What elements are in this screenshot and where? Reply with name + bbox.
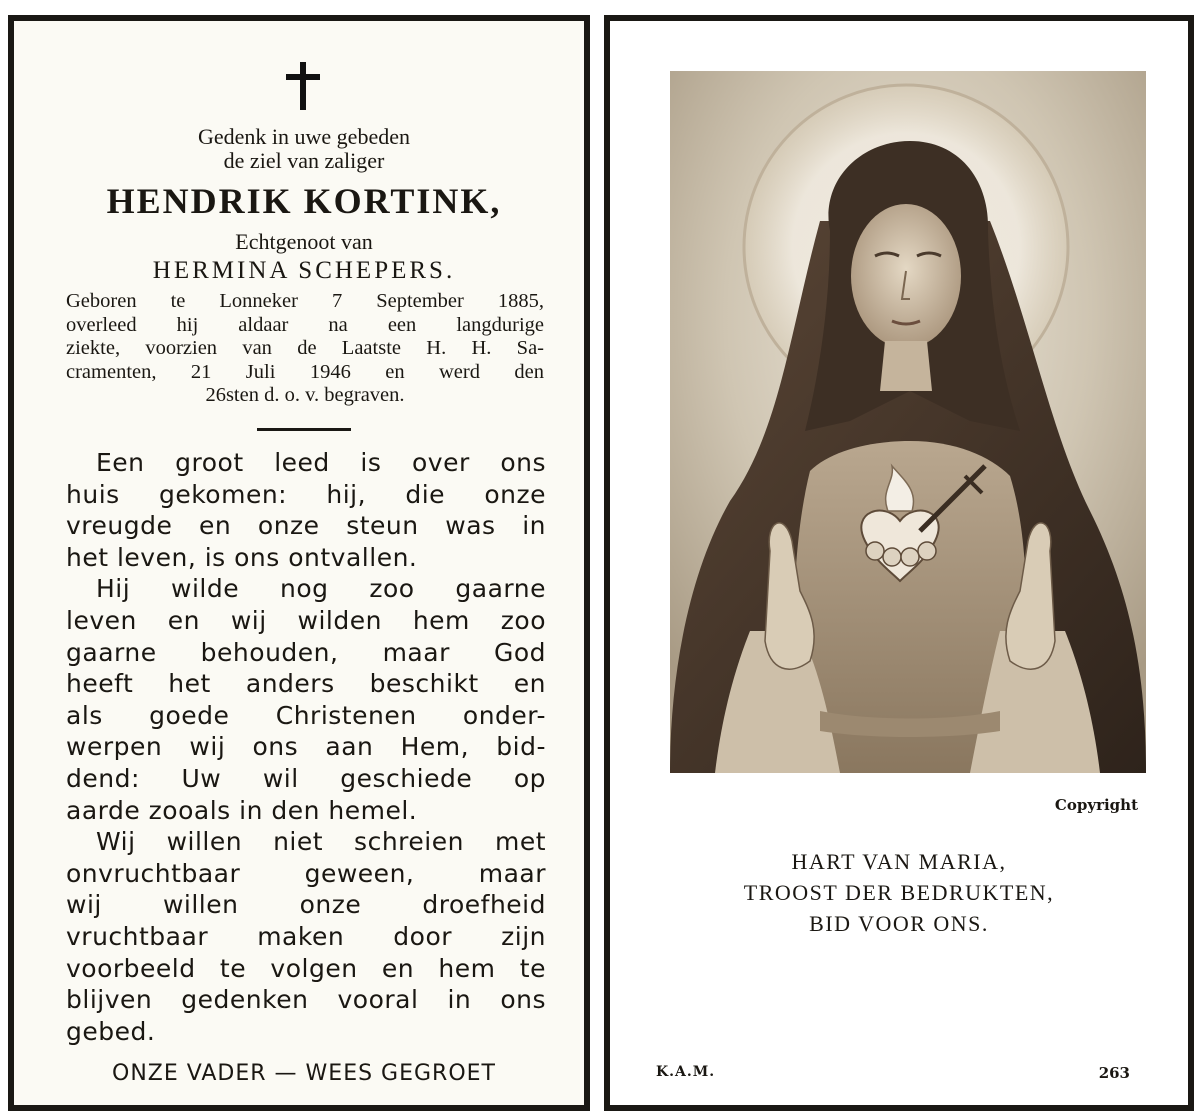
spouse-name: HERMINA SCHEPERS. [152,257,456,284]
verse-line: het leven, is ons ontvallen. [66,542,418,572]
verse-line: voorbeeld te volgen en hem te [66,953,546,983]
verse-line: gebed. [66,1016,156,1046]
verse-line: wij willen onze droefheid [66,890,546,920]
deceased-name: HENDRIK KORTINK, [106,181,502,221]
copyright-label: Copyright [1054,796,1138,814]
biography-paragraph [66,290,544,408]
bio-line: ziekte, voorzien van de Laatste H. H. Sa- [66,337,544,359]
verse-line: vreugde en onze steun was in [66,511,546,541]
memorial-verse [66,447,546,1047]
memorial-card-text-side [8,15,590,1111]
verse-line: blijven gedenken vooral in ons [66,985,546,1015]
memorial-card-image-side [604,15,1194,1111]
immaculate-heart-image [670,71,1146,773]
verse-line: vruchtbaar maken door zijn [66,921,546,951]
bio-line: 26sten d. o. v. begraven. [205,384,405,406]
verse-line: leven en wij wilden hem zoo [66,605,546,635]
closing-prayer: ONZE VADER — WEES GEGROET [112,1061,496,1086]
verse-line: heeft het anders beschikt en [66,669,546,699]
verse-line: werpen wij ons aan Hem, bid- [66,732,546,762]
invocation-line: TROOST DER BEDRUKTEN, [743,880,1055,905]
invocation-line: HART VAN MARIA, [791,849,1007,874]
verse-line: aarde zooals in den hemel. [66,795,418,825]
spouse-label: Echtgenoot van [235,229,373,254]
verse-line: Wij willen niet schreien met [96,827,546,857]
bio-line: cramenten, 21 Juli 1946 en werd den [66,360,544,383]
verse-line: onvruchtbaar geween, maar [66,858,546,888]
verse-line: gaarne behouden, maar God [66,637,546,667]
intro-line-2: de ziel van zaliger [223,148,385,173]
verse-line: als goede Christenen onder- [66,700,546,730]
verse-line: huis gekomen: hij, die onze [66,479,546,509]
card-number: 263 [1098,1064,1130,1082]
bio-line: overleed hij aldaar na een langdurige [66,313,544,336]
verse-line: Een groot leed is over ons [96,448,546,477]
verse-line: dend: Uw wil geschiede op [66,763,546,793]
publisher-mark: K.A.M. [656,1064,716,1080]
verse-line: Hij wilde nog zoo gaarne [96,574,546,604]
cross-icon [286,62,320,110]
divider-rule [257,428,351,431]
bio-line: Geboren te Lonneker 7 September 1885, [66,290,544,312]
intro-line-1: Gedenk in uwe gebeden [198,124,410,149]
invocation-line: BID VOOR ONS. [809,911,989,936]
